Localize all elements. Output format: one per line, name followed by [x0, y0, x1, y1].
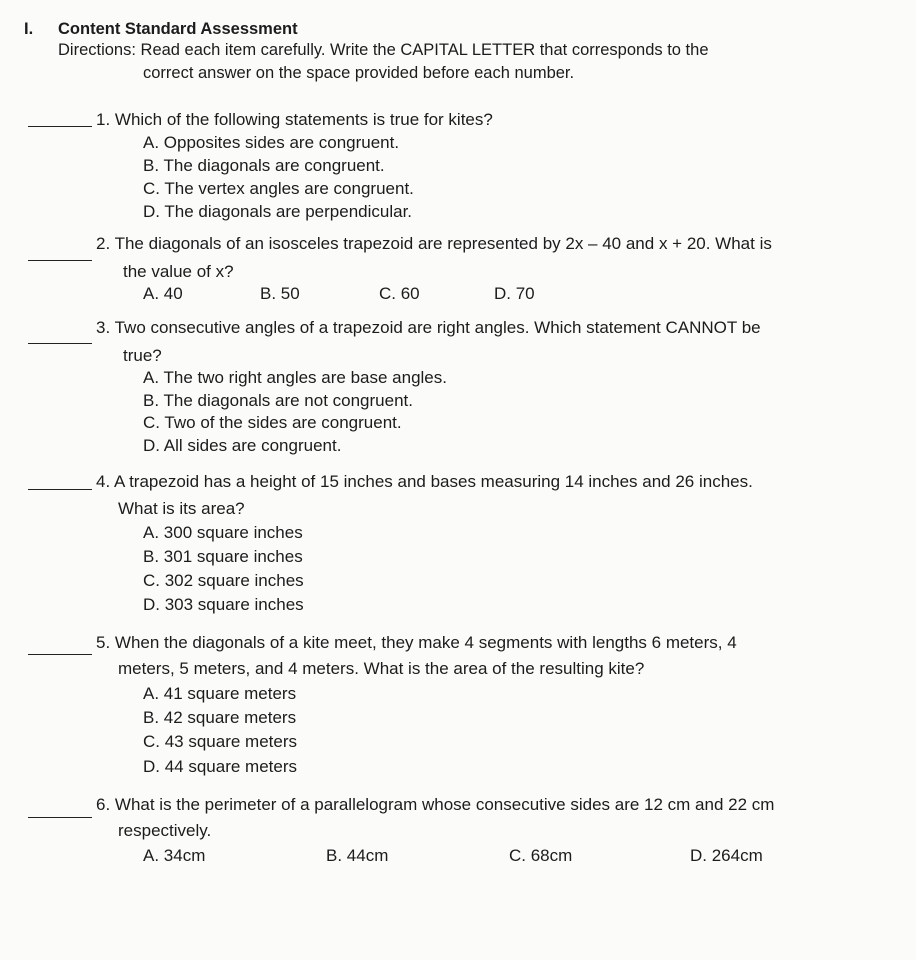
choice-d: D. All sides are congruent. — [143, 436, 342, 455]
question-stem: 3. Two consecutive angles of a trapezoid are right angles. Which statement CANNOT be — [96, 318, 761, 337]
choice-c: C. 302 square inches — [143, 571, 304, 590]
choice-c: C. 43 square meters — [143, 732, 298, 751]
choice-b: B. 42 square meters — [143, 708, 297, 727]
answer-blank-3[interactable] — [28, 343, 92, 344]
choice-d: D. The diagonals are perpendicular. — [143, 202, 413, 221]
choice-b: B. The diagonals are not congruent. — [143, 391, 413, 410]
question-stem-continued: respectively. — [118, 821, 212, 840]
directions-line-2: correct answer on the space provided before each number. — [143, 64, 575, 82]
choice-a: A. The two right angles are base angles. — [143, 368, 447, 387]
choice-d: D. 303 square inches — [143, 595, 304, 614]
choice-c: C. 68cm — [509, 846, 573, 865]
choice-a: A. 34cm — [143, 846, 206, 865]
question-stem-continued: true? — [123, 346, 162, 365]
question-stem: 5. When the diagonals of a kite meet, they make 4 segments with lengths 6 meters, 4 — [96, 633, 737, 652]
answer-blank-5[interactable] — [28, 654, 92, 655]
question-stem: 2. The diagonals of an isosceles trapezoid are represented by 2x – 40 and x + 20. What is — [96, 234, 772, 253]
answer-blank-4[interactable] — [28, 489, 92, 490]
question-stem: 4. A trapezoid has a height of 15 inches and bases measuring 14 inches and 26 inches. — [96, 472, 753, 491]
choice-a: A. Opposites sides are congruent. — [143, 133, 400, 152]
choice-a: A. 41 square meters — [143, 684, 297, 703]
choice-d: D. 44 square meters — [143, 757, 298, 776]
answer-blank-2[interactable] — [28, 260, 92, 261]
choice-b: B. 44cm — [326, 846, 389, 865]
choice-c: C. Two of the sides are congruent. — [143, 413, 402, 432]
choice-b: B. 50 — [260, 284, 300, 303]
directions-line-1: Directions: Read each item carefully. Write the CAPITAL LETTER that corresponds to the — [58, 41, 709, 59]
choice-d: D. 264cm — [690, 846, 763, 865]
question-stem: 6. What is the perimeter of a parallelogram whose consecutive sides are 12 cm and 22 cm — [96, 795, 775, 814]
choice-a: A. 40 — [143, 284, 183, 303]
section-title: Content Standard Assessment — [58, 20, 298, 38]
choice-b: B. The diagonals are congruent. — [143, 156, 385, 175]
choice-b: B. 301 square inches — [143, 547, 303, 566]
choice-a: A. 300 square inches — [143, 523, 303, 542]
choice-c: C. The vertex angles are congruent. — [143, 179, 414, 198]
question-stem: 1. Which of the following statements is true for kites? — [96, 110, 493, 129]
question-stem-continued: meters, 5 meters, and 4 meters. What is the area of the resulting kite? — [118, 659, 645, 678]
section-number: I. — [24, 20, 34, 38]
question-stem-continued: What is its area? — [118, 499, 245, 518]
question-stem-continued: the value of x? — [123, 262, 234, 281]
answer-blank-6[interactable] — [28, 817, 92, 818]
answer-blank-1[interactable] — [28, 126, 92, 127]
choice-d: D. 70 — [494, 284, 535, 303]
choice-c: C. 60 — [379, 284, 420, 303]
